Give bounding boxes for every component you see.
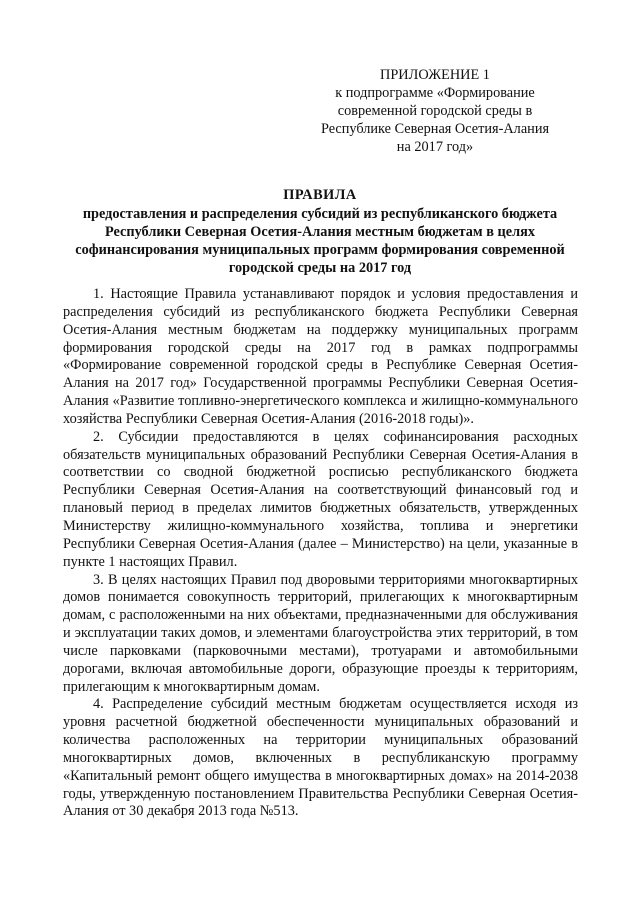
paragraph-3: 3. В целях настоящих Правил под дворовыми территориями многоквартирных домов понимается совокупность территорий, прилегающих к многоквартирным домам, с расположенными на них объектами, предназначенными для обслуживания и эксплуатации таких домов, и элементами благоустройства этих территорий, в том числе парковками (парковочными местами), тротуарами и автомобильными дорогами, включая автомобильные дороги, образующие проезды к территориям, прилегающим к многоквартирным домам. (63, 571, 578, 695)
appendix-line: Республике Северная Осетия-Алания (320, 121, 550, 137)
appendix-header (305, 66, 565, 156)
paragraph-4: 4. Распределение субсидий местным бюджетам осуществляется исходя из уровня расчетной бюджетной обеспеченности муниципальных образований и количества расположенных на территории муниципальных образований многоквартирных домов, включенных в республиканскую программу «Капитальный ремонт общего имущества в многоквартирных домах» на 2014-2038 годы, утвержденную постановлением Правительства Республики Северная Осетия-Алания от 30 декабря 2013 года №513. (63, 696, 578, 820)
paragraph-1: 1. Настоящие Правила устанавливают порядок и условия предоставления и распределения субсидий из республиканского бюджета Республики Северная Осетия-Алания местным бюджетам на поддержку муниципальных программ формирования городской среды на 2017 год в рамках подпрограммы «Формирование современной городской среды в Республике Северная Осетия-Алания на 2017 год» Государственной программы Республики Северная Осетия-Алания «Развитие топливно-энергетического комплекса и жилищно-коммунального хозяйства Республики Северная Осетия-Алания (2016-2018 годы)». (63, 286, 578, 427)
appendix-line: современной городской среды в (337, 103, 533, 119)
document-body (63, 286, 578, 821)
appendix-line: на 2017 год» (396, 139, 474, 155)
title-subtitle: предоставления и распределения субсидий из республиканского бюджета Республики Северная Осетия-Алания местным бюджетам в целях софинансирования муниципальных программ формирования современной городской среды на 2017 год (75, 206, 565, 276)
appendix-line: к подпрограмме «Формирование (335, 85, 535, 101)
appendix-title: ПРИЛОЖЕНИЕ 1 (380, 67, 490, 83)
title-main: ПРАВИЛА (283, 187, 357, 203)
document-title (60, 186, 580, 277)
paragraph-2: 2. Субсидии предоставляются в целях софинансирования расходных обязательств муниципальных образований Республики Северная Осетия-Алания в соответствии со сводной бюджетной росписью республиканского бюджета Республики Северная Осетия-Алания на соответствующий финансовый год и плановый период в пределах лимитов бюджетных обязательств, утвержденных Министерству жилищно-коммунального хозяйства, топлива и энергетики Республики Северная Осетия-Алания (далее – Министерство) на цели, указанные в пункте 1 настоящих Правил. (63, 428, 578, 570)
